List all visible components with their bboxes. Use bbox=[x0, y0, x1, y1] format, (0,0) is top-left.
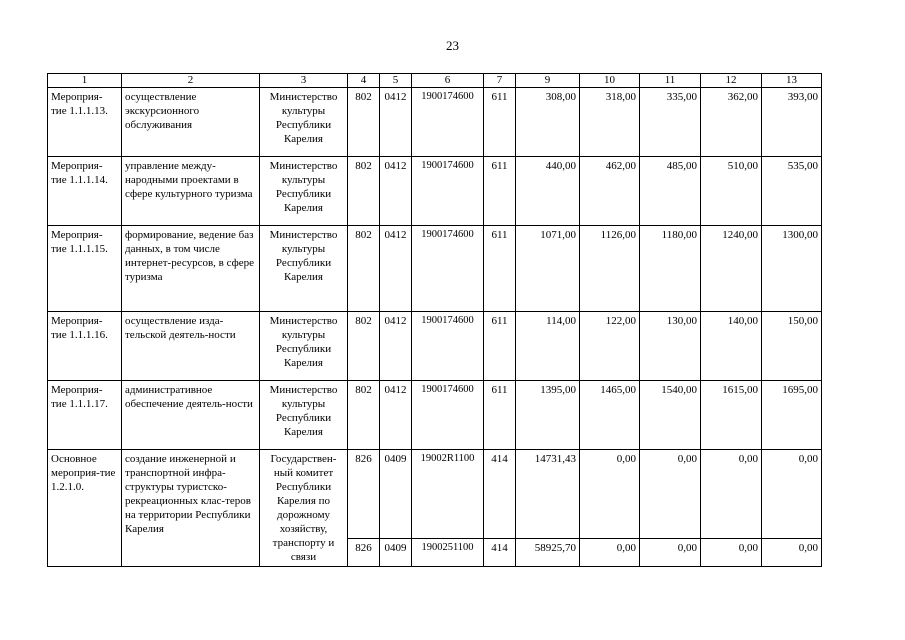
col-header: 13 bbox=[762, 74, 822, 88]
organization-cell: Министерство культуры Республики Карелия bbox=[260, 312, 348, 381]
value-cell: 0,00 bbox=[701, 450, 762, 539]
description-cell: осуществление экскурсионного обслуживания bbox=[122, 88, 260, 157]
value-cell: 318,00 bbox=[580, 88, 640, 157]
value-cell: 362,00 bbox=[701, 88, 762, 157]
code-cell: 414 bbox=[484, 450, 516, 539]
code-cell: 1900174600 bbox=[412, 157, 484, 226]
code-cell: 611 bbox=[484, 312, 516, 381]
value-cell: 140,00 bbox=[701, 312, 762, 381]
col-header: 2 bbox=[122, 74, 260, 88]
value-cell: 1615,00 bbox=[701, 381, 762, 450]
col-header: 7 bbox=[484, 74, 516, 88]
table-row bbox=[48, 450, 822, 539]
value-cell: 14731,43 bbox=[516, 450, 580, 539]
col-header: 3 bbox=[260, 74, 348, 88]
description-cell: формирование, ведение баз данных, в том числе интернет-ресурсов, в сфере туризма bbox=[122, 226, 260, 312]
col-header: 1 bbox=[48, 74, 122, 88]
code-cell: 802 bbox=[348, 157, 380, 226]
value-cell: 1071,00 bbox=[516, 226, 580, 312]
budget-table bbox=[47, 73, 822, 567]
col-header: 12 bbox=[701, 74, 762, 88]
table-row bbox=[48, 381, 822, 450]
value-cell: 0,00 bbox=[640, 538, 701, 566]
description-cell: создание инженерной и транспортной инфра-структуры туристско-рекреационных клас-теров на территории Республики Карелия bbox=[122, 450, 260, 567]
table-row bbox=[48, 88, 822, 157]
event-cell: Мероприя-тие 1.1.1.13. bbox=[48, 88, 122, 157]
value-cell: 0,00 bbox=[580, 538, 640, 566]
value-cell: 0,00 bbox=[762, 538, 822, 566]
value-cell: 0,00 bbox=[762, 450, 822, 539]
code-cell: 0412 bbox=[380, 88, 412, 157]
code-cell: 1900174600 bbox=[412, 88, 484, 157]
value-cell: 335,00 bbox=[640, 88, 701, 157]
page-number: 23 bbox=[446, 38, 459, 53]
value-cell: 58925,70 bbox=[516, 538, 580, 566]
event-cell: Мероприя-тие 1.1.1.17. bbox=[48, 381, 122, 450]
code-cell: 611 bbox=[484, 88, 516, 157]
description-cell: осуществление изда-тельской деятель-ности bbox=[122, 312, 260, 381]
value-cell: 1240,00 bbox=[701, 226, 762, 312]
event-cell: Основное мероприя-тие 1.2.1.0. bbox=[48, 450, 122, 567]
code-cell: 1900174600 bbox=[412, 226, 484, 312]
table-row bbox=[48, 226, 822, 312]
event-cell: Мероприя-тие 1.1.1.14. bbox=[48, 157, 122, 226]
value-cell: 1126,00 bbox=[580, 226, 640, 312]
value-cell: 393,00 bbox=[762, 88, 822, 157]
code-cell: 0409 bbox=[380, 450, 412, 539]
value-cell: 130,00 bbox=[640, 312, 701, 381]
code-cell: 19002R1100 bbox=[412, 450, 484, 539]
event-cell: Мероприя-тие 1.1.1.15. bbox=[48, 226, 122, 312]
value-cell: 122,00 bbox=[580, 312, 640, 381]
organization-cell: Министерство культуры Республики Карелия bbox=[260, 157, 348, 226]
code-cell: 414 bbox=[484, 538, 516, 566]
code-cell: 1900174600 bbox=[412, 381, 484, 450]
code-cell: 1900251100 bbox=[412, 538, 484, 566]
organization-cell: Министерство культуры Республики Карелия bbox=[260, 226, 348, 312]
col-header: 11 bbox=[640, 74, 701, 88]
code-cell: 0412 bbox=[380, 312, 412, 381]
description-cell: управление между-народными проектами в сфере культурного туризма bbox=[122, 157, 260, 226]
code-cell: 611 bbox=[484, 381, 516, 450]
value-cell: 485,00 bbox=[640, 157, 701, 226]
value-cell: 0,00 bbox=[640, 450, 701, 539]
value-cell: 1180,00 bbox=[640, 226, 701, 312]
code-cell: 802 bbox=[348, 381, 380, 450]
code-cell: 1900174600 bbox=[412, 312, 484, 381]
value-cell: 462,00 bbox=[580, 157, 640, 226]
header-row bbox=[48, 74, 822, 88]
organization-cell: Министерство культуры Республики Карелия bbox=[260, 88, 348, 157]
code-cell: 0409 bbox=[380, 538, 412, 566]
value-cell: 0,00 bbox=[701, 538, 762, 566]
code-cell: 802 bbox=[348, 88, 380, 157]
organization-cell: Министерство культуры Республики Карелия bbox=[260, 381, 348, 450]
value-cell: 1300,00 bbox=[762, 226, 822, 312]
col-header: 5 bbox=[380, 74, 412, 88]
organization-cell: Государствен-ный комитет Республики Карелия по дорожному хозяйству, транспорту и связи bbox=[260, 450, 348, 567]
value-cell: 150,00 bbox=[762, 312, 822, 381]
value-cell: 308,00 bbox=[516, 88, 580, 157]
value-cell: 1465,00 bbox=[580, 381, 640, 450]
code-cell: 826 bbox=[348, 450, 380, 539]
code-cell: 0412 bbox=[380, 381, 412, 450]
code-cell: 611 bbox=[484, 226, 516, 312]
value-cell: 1695,00 bbox=[762, 381, 822, 450]
table-row bbox=[48, 157, 822, 226]
table-row bbox=[48, 312, 822, 381]
event-cell: Мероприя-тие 1.1.1.16. bbox=[48, 312, 122, 381]
col-header: 9 bbox=[516, 74, 580, 88]
col-header: 6 bbox=[412, 74, 484, 88]
code-cell: 0412 bbox=[380, 226, 412, 312]
col-header: 10 bbox=[580, 74, 640, 88]
code-cell: 826 bbox=[348, 538, 380, 566]
value-cell: 114,00 bbox=[516, 312, 580, 381]
value-cell: 440,00 bbox=[516, 157, 580, 226]
value-cell: 0,00 bbox=[580, 450, 640, 539]
code-cell: 0412 bbox=[380, 157, 412, 226]
col-header: 4 bbox=[348, 74, 380, 88]
code-cell: 611 bbox=[484, 157, 516, 226]
value-cell: 1540,00 bbox=[640, 381, 701, 450]
description-cell: административное обеспечение деятель-ности bbox=[122, 381, 260, 450]
code-cell: 802 bbox=[348, 312, 380, 381]
value-cell: 1395,00 bbox=[516, 381, 580, 450]
value-cell: 535,00 bbox=[762, 157, 822, 226]
value-cell: 510,00 bbox=[701, 157, 762, 226]
code-cell: 802 bbox=[348, 226, 380, 312]
